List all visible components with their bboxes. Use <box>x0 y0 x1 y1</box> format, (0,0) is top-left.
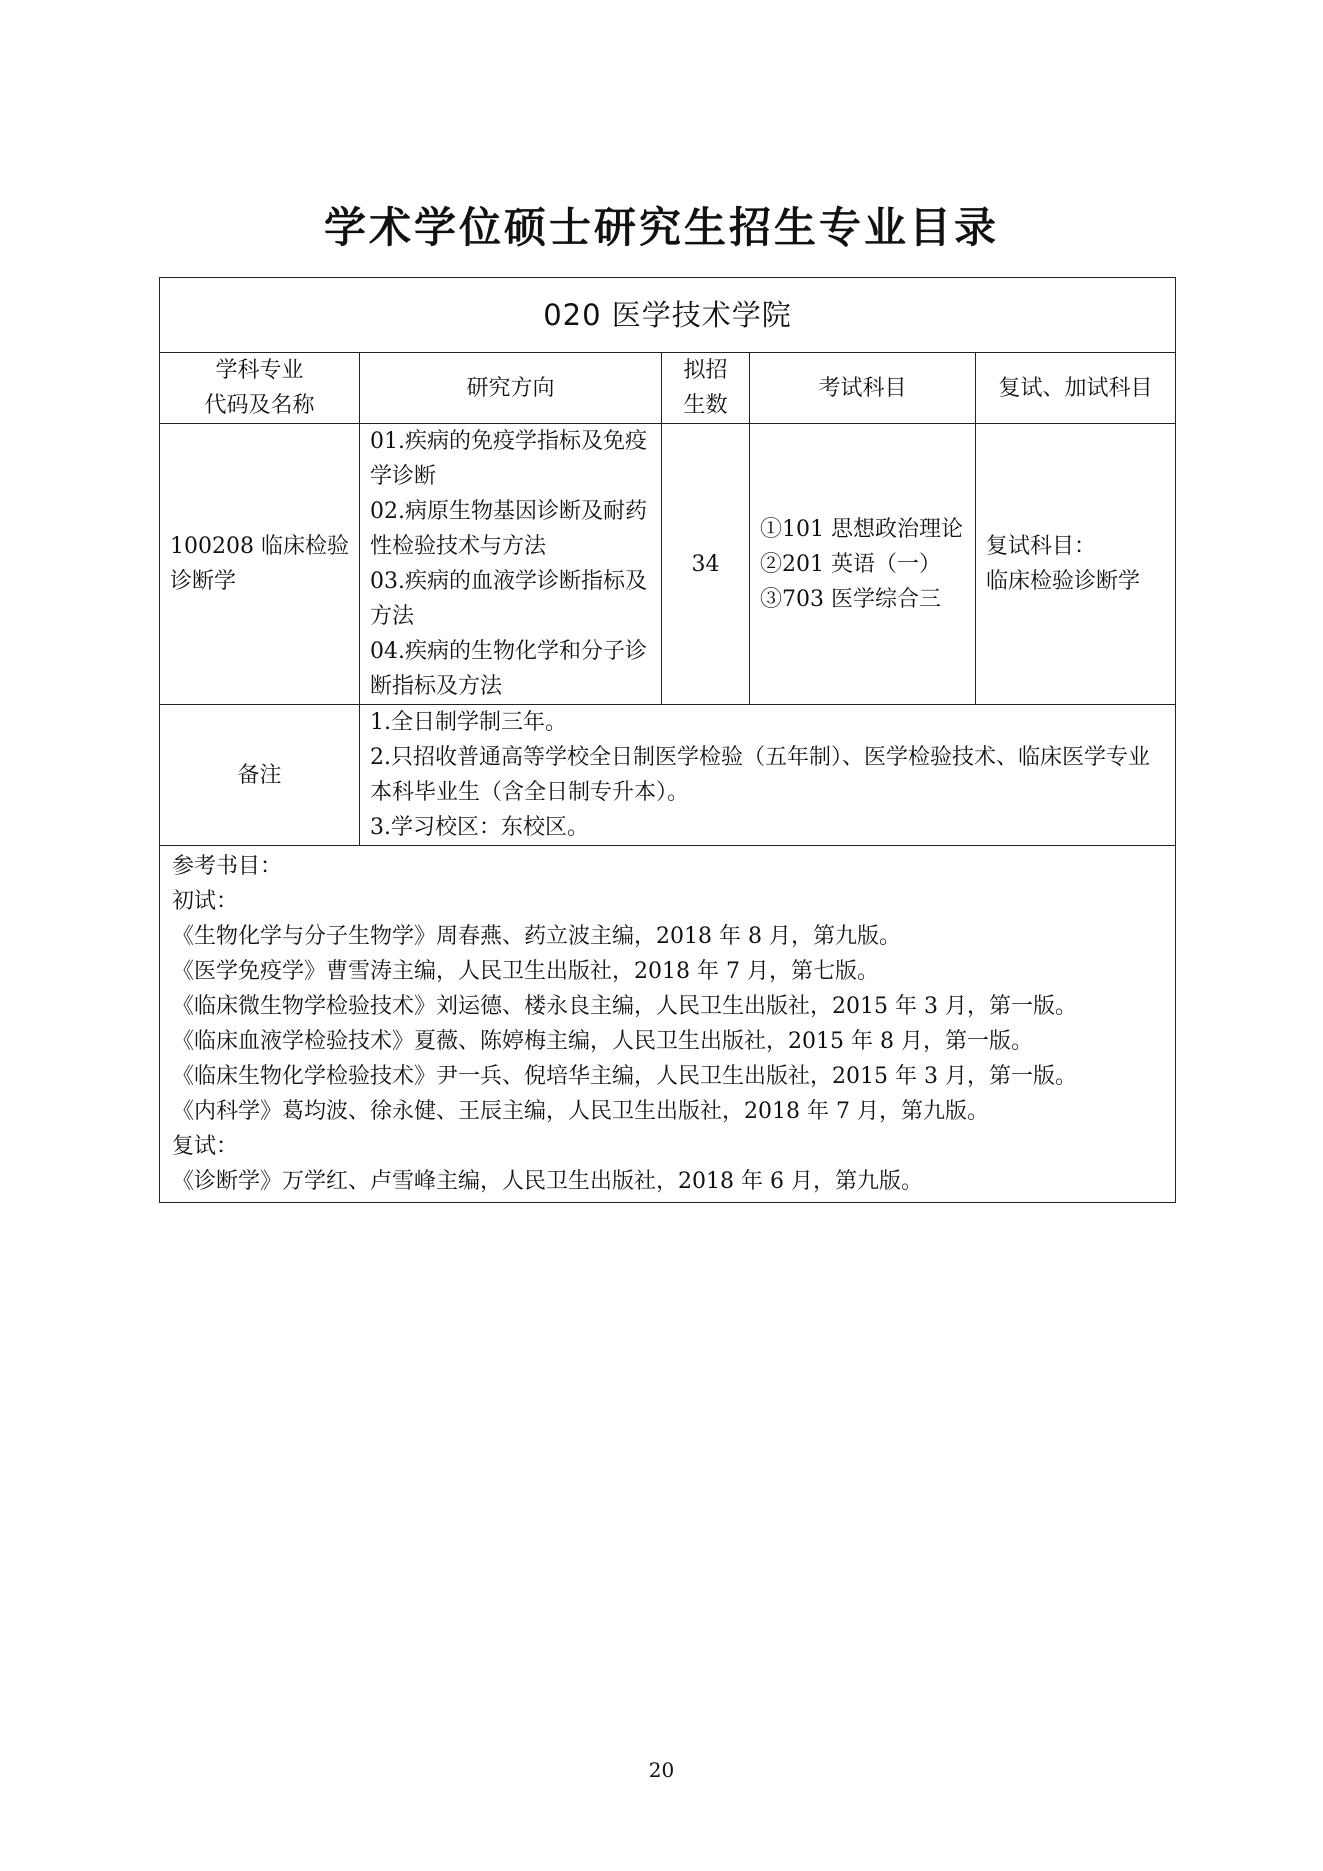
references-heading: 参考书目： <box>172 854 283 879</box>
reference-book: 《生物化学与分子生物学》周春燕、药立波主编，2018 年 8 月，第九版。 <box>172 924 901 949</box>
reference-book: 《医学免疫学》曹雪涛主编，人民卫生出版社，2018 年 7 月，第七版。 <box>172 959 879 984</box>
reference-book: 《内科学》葛均波、徐永健、王辰主编，人民卫生出版社，2018 年 7 月，第九版。 <box>172 1099 989 1124</box>
document-title: 学术学位硕士研究生招生专业目录 <box>323 203 999 252</box>
header-quota-line2: 生数 <box>683 393 728 418</box>
direction-item: 03.疾病的血液学诊断指标及方法 <box>370 569 647 629</box>
reference-book: 《临床微生物学检验技术》刘运德、楼永良主编，人民卫生出版社，2015 年 3 月，第一版。 <box>172 994 1077 1019</box>
references-content <box>160 846 1176 1203</box>
exam-item: ③703 医学综合三 <box>760 586 941 612</box>
direction-item: 01.疾病的免疫学指标及免疫学诊断 <box>370 429 647 489</box>
header-major <box>160 353 360 424</box>
header-exam: 考试科目 <box>750 353 976 424</box>
header-retest: 复试、加试科目 <box>976 353 1176 424</box>
initial-exam-heading: 初试： <box>172 889 239 914</box>
direction-item: 02.病原生物基因诊断及耐药性检验技术与方法 <box>370 499 647 559</box>
exams-cell <box>750 424 976 705</box>
college-name: 020 医学技术学院 <box>160 278 1176 353</box>
exam-item: ①101 思想政治理论 <box>760 516 963 542</box>
program-row <box>160 424 1176 705</box>
header-major-line2: 代码及名称 <box>204 393 315 418</box>
reference-book: 《诊断学》万学红、卢雪峰主编，人民卫生出版社，2018 年 6 月，第九版。 <box>172 1169 923 1194</box>
major-cell: 100208 临床检验诊断学 <box>160 424 360 705</box>
notes-row <box>160 705 1176 846</box>
retest-label: 复试科目： <box>986 534 1097 559</box>
note-item: 2.只招收普通高等学校全日制医学检验（五年制）、医学检验技术、临床医学专业本科毕业生（含全日制专升本）。 <box>370 745 1150 805</box>
header-row <box>160 353 1176 424</box>
note-item: 1.全日制学制三年。 <box>370 710 567 735</box>
page-number: 20 <box>648 1758 675 1782</box>
exam-item: ②201 英语（一） <box>760 551 941 577</box>
notes-content <box>360 705 1176 846</box>
notes-label: 备注 <box>160 705 360 846</box>
direction-item: 04.疾病的生物化学和分子诊断指标及方法 <box>370 639 647 699</box>
header-quota-line1: 拟招 <box>683 358 728 383</box>
directions-cell <box>360 424 662 705</box>
header-direction: 研究方向 <box>360 353 662 424</box>
retest-subject: 临床检验诊断学 <box>986 569 1141 594</box>
header-major-line1: 学科专业 <box>215 358 304 383</box>
references-row <box>160 846 1176 1203</box>
reference-book: 《临床血液学检验技术》夏薇、陈婷梅主编，人民卫生出版社，2015 年 8 月，第一版。 <box>172 1029 1033 1054</box>
note-item: 3.学习校区：东校区。 <box>370 815 589 840</box>
college-row <box>160 278 1176 353</box>
retest-exam-heading: 复试： <box>172 1134 239 1159</box>
reference-book: 《临床生物化学检验技术》尹一兵、倪培华主编，人民卫生出版社，2015 年 3 月，第一版。 <box>172 1064 1077 1089</box>
header-quota <box>662 353 750 424</box>
quota-cell: 34 <box>662 424 750 705</box>
catalog-table <box>159 277 1176 1203</box>
retest-cell <box>976 424 1176 705</box>
